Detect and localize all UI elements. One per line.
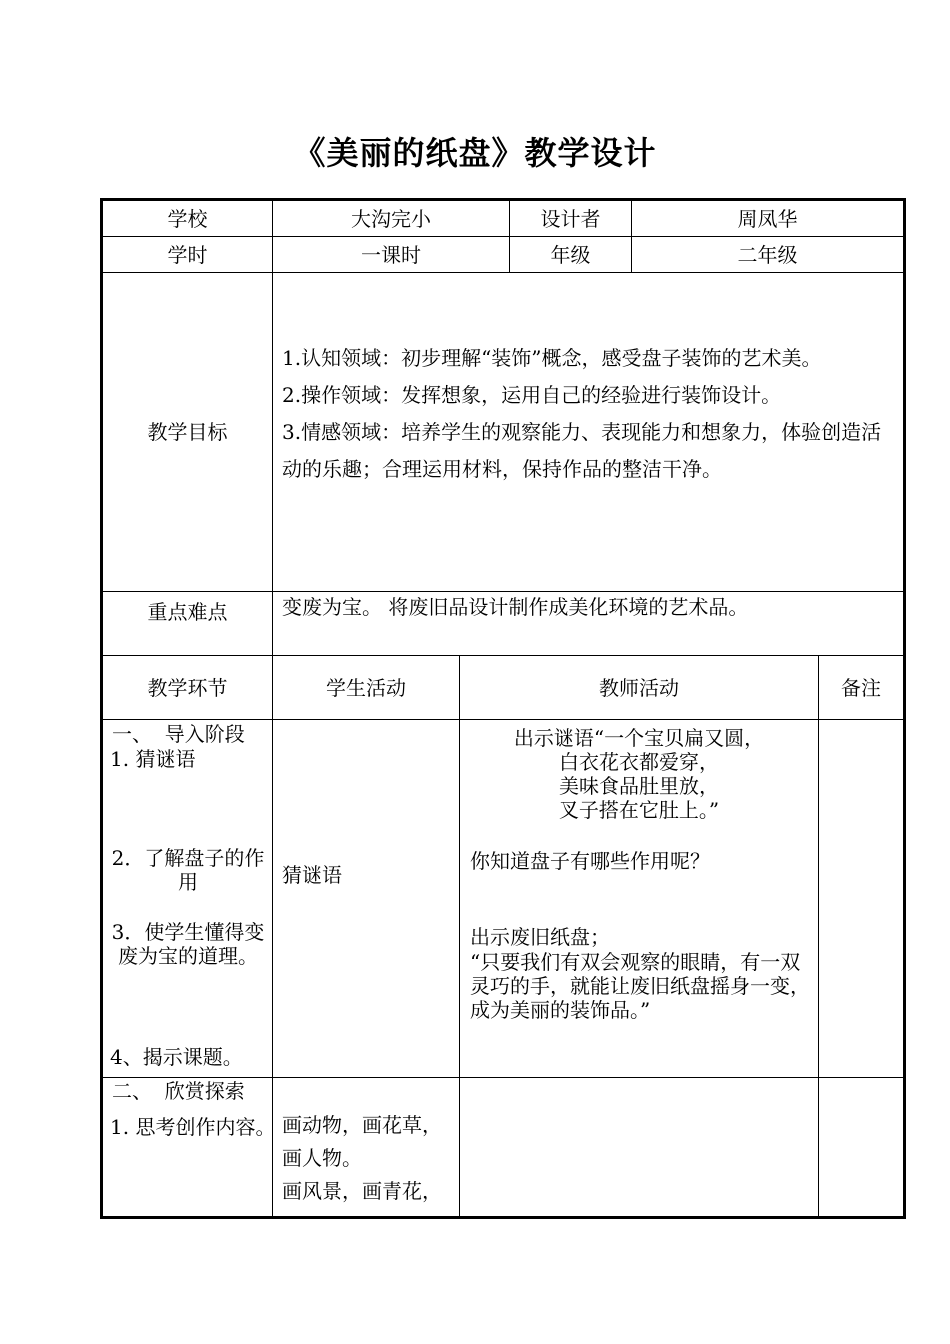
student-line: 画人物。 bbox=[282, 1146, 362, 1170]
student-line: 画风景，画青花， bbox=[282, 1179, 442, 1203]
goal-item: 1.认知领域：初步理解“装饰”概念，感受盘子装饰的艺术美。 bbox=[282, 346, 822, 370]
document-title: 《美丽的纸盘》教学设计 bbox=[293, 134, 657, 172]
riddle-line: 美味食品肚里放， bbox=[559, 774, 719, 798]
header-stage: 教学环节 bbox=[147, 675, 228, 700]
section1-step-4: 4、揭示课题。 bbox=[110, 1045, 243, 1069]
section1-step-2: 2．了解盘子的作用 bbox=[111, 846, 265, 894]
grade-value: 二年级 bbox=[737, 242, 798, 267]
hours-value: 一课时 bbox=[361, 242, 421, 267]
goal-item: 2.操作领域：发挥想象，运用自己的经验进行装饰设计。 bbox=[282, 383, 782, 407]
section2-step-1: 1. 思考创作内容。 bbox=[110, 1115, 276, 1139]
key-points-label: 重点难点 bbox=[147, 600, 228, 624]
goals-label: 教学目标 bbox=[147, 420, 228, 444]
goal-item: 3.情感领域：培养学生的观察能力、表现能力和想象力，体验创造活动的乐趣；合理运用材料，保持作品的整洁干净。 bbox=[282, 420, 882, 481]
goals-list bbox=[282, 340, 898, 488]
section1-student-activity: 猜谜语 bbox=[282, 863, 342, 887]
designer-label: 设计者 bbox=[540, 206, 601, 231]
student-line: 画动物，画花草， bbox=[282, 1113, 442, 1137]
header-teacher: 教师活动 bbox=[599, 675, 679, 700]
section1-step-1: 1. 猜谜语 bbox=[110, 747, 196, 771]
riddle bbox=[460, 726, 818, 822]
riddle-line: 叉子搭在它肚上。” bbox=[558, 798, 720, 822]
teacher-quote: “只要我们有双会观察的眼睛，有一双灵巧的手，就能让废旧纸盘摇身一变，成为美丽的装饰品。” bbox=[470, 950, 810, 1022]
riddle-line: 白衣花衣都爱穿， bbox=[559, 750, 719, 774]
section1-title: 一、 导入阶段 bbox=[112, 722, 245, 746]
header-notes: 备注 bbox=[841, 675, 881, 700]
show-plate: 出示废旧纸盘； bbox=[470, 925, 610, 949]
plate-question: 你知道盘子有哪些作用呢？ bbox=[470, 849, 710, 873]
hours-label: 学时 bbox=[167, 242, 208, 267]
section2-title: 二、 欣赏探索 bbox=[112, 1079, 245, 1103]
designer-value: 周凤华 bbox=[737, 206, 798, 231]
section2-student-activity bbox=[282, 1109, 457, 1208]
riddle-line: 出示谜语“一个宝贝扁又圆， bbox=[513, 726, 765, 750]
school-label: 学校 bbox=[167, 206, 208, 231]
grade-label: 年级 bbox=[550, 242, 591, 267]
section1-step-3: 3．使学生懂得变废为宝的道理。 bbox=[111, 920, 265, 968]
key-points-text: 变废为宝。 将废旧品设计制作成美化环境的艺术品。 bbox=[282, 595, 749, 619]
header-student: 学生活动 bbox=[326, 675, 406, 700]
school-value: 大沟完小 bbox=[351, 206, 431, 231]
